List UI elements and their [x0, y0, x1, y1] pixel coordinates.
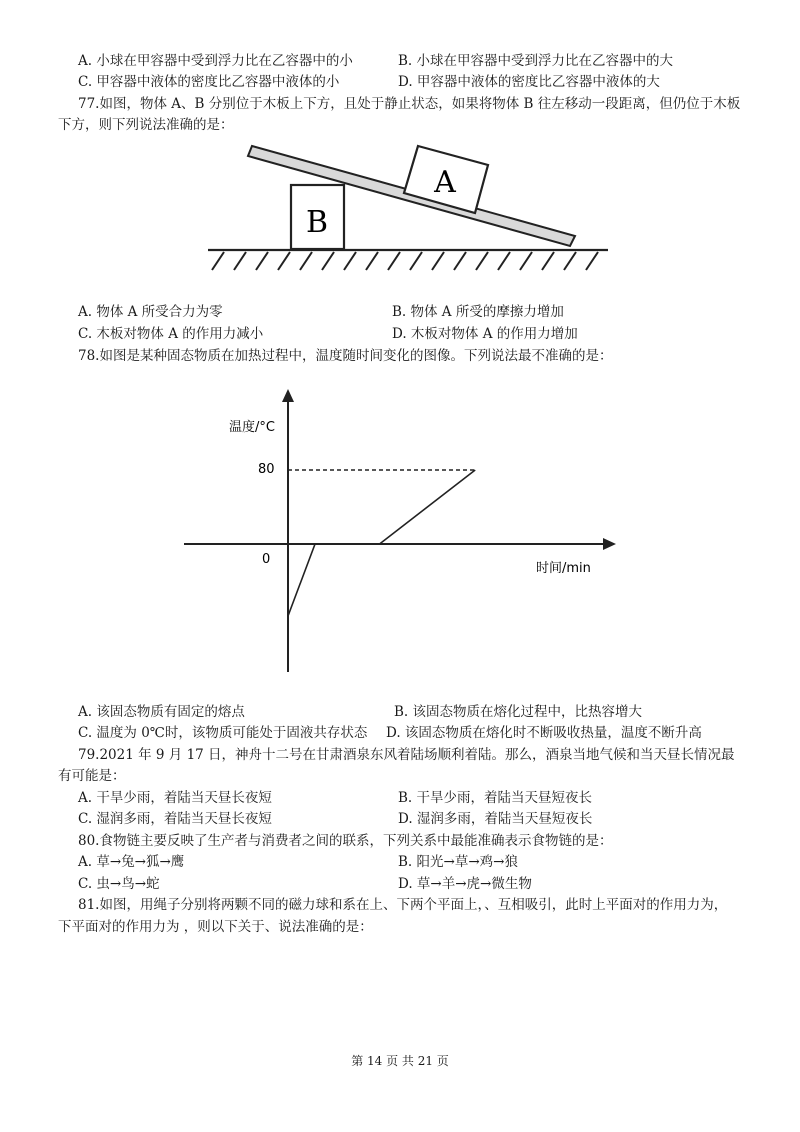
q80-option-d: D. 草→羊→虎→微生物 [398, 876, 532, 892]
q81-stem-line2: 下平面对的作用力为 ，则以下关于、说法准确的是： [58, 919, 373, 935]
q80-option-c: C. 虫→鸟→蛇 [78, 876, 160, 892]
series-line-2 [380, 470, 476, 544]
q79-stem-line2: 有可能是： [58, 768, 126, 784]
q79-option-d: D. 湿润多雨，着陆当天昼短夜长 [398, 811, 593, 827]
q81-stem-line1: 81.如图，用绳子分别将两颗不同的磁力球和系在上、下两个平面上，、互相吸引，此时上平面对的作用力为， [78, 897, 728, 913]
q80-option-b: B. 阳光→草→鸡→狼 [398, 854, 518, 870]
q76-option-a: A. 小球在甲容器中受到浮力比在乙容器中的小 [78, 53, 353, 69]
q77-option-c: C. 木板对物体 A 的作用力减小 [78, 326, 264, 342]
q76-option-c: C. 甲容器中液体的密度比乙容器中液体的小 [78, 74, 340, 90]
q79-stem-line1: 79.2021 年 9 月 17 日，神舟十二号在甘肃酒泉东风着陆场顺利着陆。那么，酒泉当地气候和当天昼长情况最 [78, 747, 735, 763]
q80-option-a: A. 草→兔→狐→鹰 [78, 854, 185, 870]
q76-option-b: B. 小球在甲容器中受到浮力比在乙容器中的大 [398, 53, 674, 69]
y-axis-label: 温度/°C [229, 420, 275, 435]
q77-stem-line2: 下方，则下列说法准确的是： [58, 117, 234, 133]
q76-option-d: D. 甲容器中液体的密度比乙容器中液体的大 [398, 74, 660, 90]
q78-option-c: C. 温度为 0℃时，该物质可能处于固液共存状态 [78, 725, 368, 741]
x-axis-label: 时间/min [536, 561, 591, 576]
x-axis-arrow [603, 538, 616, 550]
q78-option-d: D. 该固态物质在熔化时不断吸收热量，温度不断升高 [386, 725, 702, 741]
q78-stem: 78.如图是某种固态物质在加热过程中，温度随时间变化的图像。下列说法最不准确的是： [78, 348, 613, 364]
q77-option-b: B. 物体 A 所受的摩擦力增加 [392, 304, 564, 320]
block-b-label: B [305, 205, 329, 240]
block-a-label: A [434, 165, 456, 200]
q78-option-b: B. 该固态物质在熔化过程中，比热容增大 [394, 704, 643, 720]
y-tick-80: 80 [258, 462, 275, 477]
q79-option-b: B. 干旱少雨，着陆当天昼短夜长 [398, 790, 593, 806]
q80-stem: 80.食物链主要反映了生产者与消费者之间的联系，下列关系中最能准确表示食物链的是： [78, 833, 613, 849]
q77-option-a: A. 物体 A 所受合力为零 [78, 304, 223, 320]
y-axis-arrow [282, 389, 294, 402]
q78-option-a: A. 该固态物质有固定的熔点 [78, 704, 245, 720]
q77-stem-line1: 77.如图，物体 A、B 分别位于木板上下方，且处于静止状态，如果将物体 B 往左移动一段距离，但仍位于木板 [78, 96, 741, 112]
q77-option-d: D. 木板对物体 A 的作用力增加 [392, 326, 578, 342]
series-line-1 [288, 544, 315, 616]
q79-option-a: A. 干旱少雨，着陆当天昼长夜短 [78, 790, 272, 806]
page-footer: 第 14 页 共 21 页 [351, 1054, 449, 1068]
q79-option-c: C. 湿润多雨，着陆当天昼长夜短 [78, 811, 272, 827]
y-tick-0: 0 [262, 552, 271, 567]
